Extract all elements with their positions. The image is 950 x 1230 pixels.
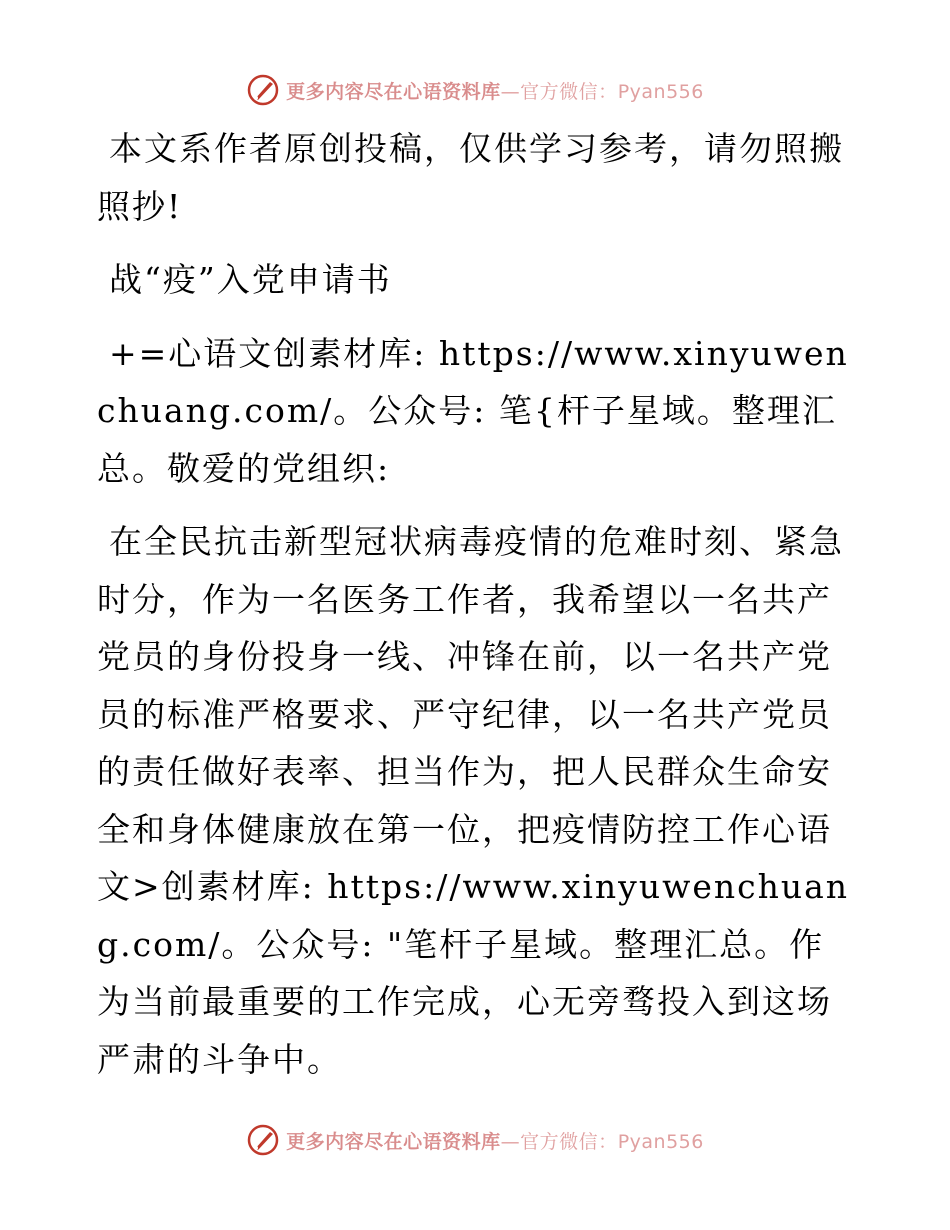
- document-body: [97, 120, 857, 1104]
- body-paragraph: 在全民抗击新型冠状病毒疫情的危难时刻、紧急时分，作为一名医务工作者，我希望以一名共产党员的身份投身一线、冲锋在前，以一名共产党员的标准严格要求、严守纪律，以一名共产党员的责任做好表率、担当作为，把人民群众生命安全和身体健康放在第一位，把疫情防控工作心语文>创素材库: https://www.xinyuwenchuang.com/。公众号: "笔杆子星域。整理汇总。作为当前最重要的工作完成，心无旁骛投入到这场严肃的斗争中。: [97, 522, 850, 1079]
- disclaimer-paragraph: 本文系作者原创投稿，仅供学习参考，请勿照搬照抄!: [97, 129, 844, 226]
- watermark-text: 更多内容尽在心语资料库—官方微信：Pyan556: [286, 80, 704, 103]
- feather-pen-logo-icon: [246, 73, 280, 107]
- document-title: 战“疫”入党申请书: [109, 260, 392, 299]
- header-watermark: [0, 70, 950, 110]
- footer-watermark: [0, 1120, 950, 1160]
- source-and-salutation-paragraph: +=心语文创素材库: https://www.xinyuwenchuang.com/。公众号: 笔{杆子星域。整理汇总。敬爱的党组织:: [97, 333, 849, 488]
- watermark-text: 更多内容尽在心语资料库—官方微信：Pyan556: [286, 1130, 704, 1153]
- feather-pen-logo-icon: [246, 1123, 280, 1157]
